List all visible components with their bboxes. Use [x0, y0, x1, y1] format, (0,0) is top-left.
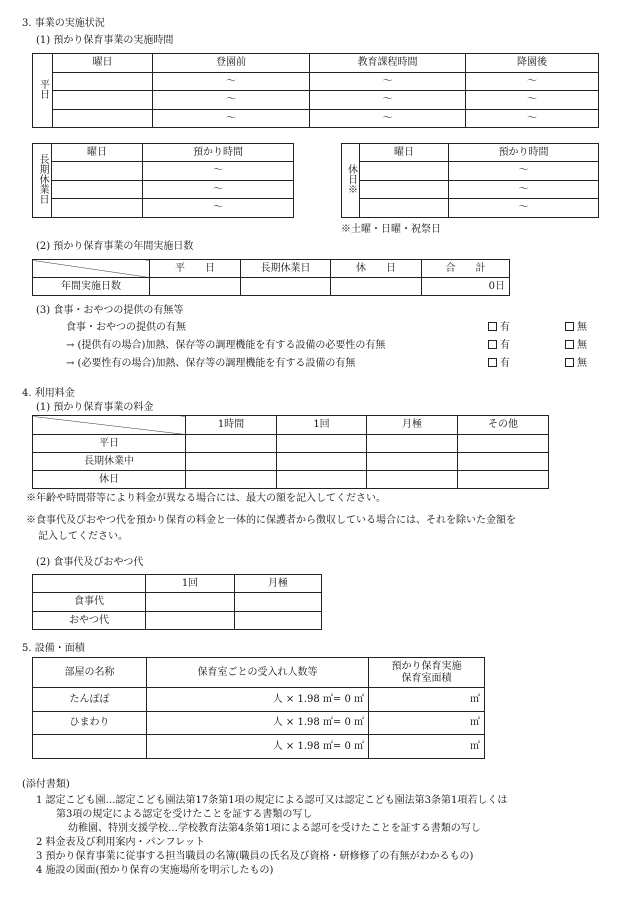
header-per-use: 1回: [146, 575, 235, 593]
facility-table: [32, 657, 485, 759]
time-cell[interactable]: 〜: [153, 91, 310, 110]
fee-cell[interactable]: [367, 471, 458, 489]
fee-cell[interactable]: [277, 435, 367, 453]
header-monthly: 月極: [235, 575, 322, 593]
day-cell[interactable]: [53, 91, 153, 110]
fee-cell[interactable]: [186, 453, 277, 471]
fee-table: [32, 415, 549, 489]
long-break-hours-table: [32, 143, 294, 218]
weekday-days-cell[interactable]: [150, 278, 241, 296]
time-cell[interactable]: 〜: [143, 162, 294, 181]
meal-question-1: 食事・おやつの提供の有無: [66, 322, 186, 333]
header-day: 曜日: [53, 54, 153, 73]
time-cell[interactable]: 〜: [466, 91, 599, 110]
weekday-hours-table: [32, 53, 599, 128]
fee-cell[interactable]: [458, 435, 549, 453]
time-cell[interactable]: 〜: [310, 110, 466, 128]
fee-cell[interactable]: [235, 593, 322, 612]
section4-title: 4. 利用料金: [22, 388, 75, 399]
meal-fee-label: 食事代: [33, 593, 146, 612]
header-long-break: 長期休業日: [241, 260, 331, 278]
diagonal-header-cell: [33, 260, 150, 278]
room-name[interactable]: [33, 735, 147, 759]
time-cell[interactable]: 〜: [466, 73, 599, 91]
header-day: 曜日: [52, 144, 143, 162]
header-hours: 預かり時間: [143, 144, 294, 162]
header-class-hours: 教育課程時間: [310, 54, 466, 73]
meal-q1-no[interactable]: 無: [565, 322, 587, 334]
section3-3-title: (3) 食事・おやつの提供の有無等: [36, 305, 184, 316]
fee-cell[interactable]: [458, 453, 549, 471]
section4-2-title: (2) 食事代及びおやつ代: [36, 557, 144, 568]
fee-cell[interactable]: [146, 612, 235, 630]
fee-row-label: 休日: [33, 471, 186, 489]
meal-q2-yes[interactable]: 有: [488, 340, 510, 352]
attachment-item-1-sub: 幼稚園、特別支援学校…学校教育法第4条第1項による認可を受けたことを証する書類の写し: [68, 823, 481, 834]
day-cell[interactable]: [53, 110, 153, 128]
meal-q1-yes[interactable]: 有: [488, 322, 510, 334]
day-cell[interactable]: [53, 73, 153, 91]
time-cell[interactable]: 〜: [310, 91, 466, 110]
day-cell[interactable]: [360, 199, 449, 218]
header-weekday: 平 日: [150, 260, 241, 278]
meal-q3-yes[interactable]: 有: [488, 358, 510, 370]
time-cell[interactable]: 〜: [143, 181, 294, 199]
capacity-calc: 人 × 1.98 ㎡= 0 ㎡: [147, 712, 369, 735]
day-cell[interactable]: [360, 162, 449, 181]
day-cell[interactable]: [52, 181, 143, 199]
header-per-use: 1回: [277, 416, 367, 435]
diagonal-header-cell: [33, 416, 186, 435]
holiday-days-cell[interactable]: [331, 278, 422, 296]
header-before: 登園前: [153, 54, 310, 73]
attachment-item-1-cont: 第3項の規定による認定を受けたことを証する書類の写し: [56, 809, 313, 820]
checkbox-icon[interactable]: [565, 340, 574, 349]
header-holiday: 休 日: [331, 260, 422, 278]
fee-cell[interactable]: [458, 471, 549, 489]
checkbox-icon[interactable]: [488, 358, 497, 367]
fee-cell[interactable]: [367, 435, 458, 453]
weekday-side-label: 平日: [33, 54, 53, 128]
header-total: 合 計: [422, 260, 510, 278]
meal-question-2: → (提供有の場合)加熱、保存等の調理機能を有する設備の必要性の有無: [66, 340, 386, 351]
meal-question-3: → (必要性有の場合)加熱、保存等の調理機能を有する設備の有無: [66, 358, 356, 369]
checkbox-icon[interactable]: [488, 322, 497, 331]
fee-note-1: ※年齢や時間帯等により料金が異なる場合には、最大の額を記入してください。: [26, 493, 386, 504]
section3-1-title: (1) 預かり保育事業の実施時間: [36, 35, 174, 46]
room-name[interactable]: ひまわり: [33, 712, 147, 735]
attachments-title: (添付書類): [22, 779, 70, 790]
day-cell[interactable]: [360, 181, 449, 199]
blank-header-cell: [33, 575, 146, 593]
holiday-note: ※土曜・日曜・祝祭日: [341, 224, 441, 235]
header-day: 曜日: [360, 144, 449, 162]
total-days-cell: 0日: [422, 278, 510, 296]
meal-q2-no[interactable]: 無: [565, 340, 587, 352]
header-other: その他: [458, 416, 549, 435]
time-cell[interactable]: 〜: [449, 181, 599, 199]
time-cell[interactable]: 〜: [143, 199, 294, 218]
attachment-item-1: 1 認定こども園…認定こども園法第17条第1項の規定による認可又は認定こども園法第3条第1項若しくは: [36, 795, 508, 806]
long-break-days-cell[interactable]: [241, 278, 331, 296]
time-cell[interactable]: 〜: [449, 162, 599, 181]
time-cell[interactable]: 〜: [153, 110, 310, 128]
area-cell[interactable]: ㎡: [369, 735, 485, 759]
attachment-item-2: 2 料金表及び利用案内・パンフレット: [36, 837, 206, 848]
fee-cell[interactable]: [367, 453, 458, 471]
fee-cell[interactable]: [186, 471, 277, 489]
meal-fee-label: おやつ代: [33, 612, 146, 630]
fee-note-2a: ※食事代及びおやつ代を預かり保育の料金と一体的に保護者から徴収している場合には、それを除いた金額を: [26, 515, 516, 526]
room-name[interactable]: たんぽぽ: [33, 688, 147, 712]
header-room-name: 部屋の名称: [33, 658, 147, 688]
meal-fee-table: [32, 574, 322, 630]
annual-days-table: [32, 259, 510, 296]
section3-2-title: (2) 預かり保育事業の年間実施日数: [36, 241, 194, 252]
capacity-calc: 人 × 1.98 ㎡= 0 ㎡: [147, 735, 369, 759]
day-cell[interactable]: [52, 199, 143, 218]
fee-cell[interactable]: [235, 612, 322, 630]
time-cell[interactable]: 〜: [153, 73, 310, 91]
checkbox-icon[interactable]: [488, 340, 497, 349]
meal-q3-no[interactable]: 無: [565, 358, 587, 370]
area-cell[interactable]: ㎡: [369, 712, 485, 735]
header-hourly: 1時間: [186, 416, 277, 435]
fee-cell[interactable]: [186, 435, 277, 453]
annual-days-label: 年間実施日数: [33, 278, 150, 296]
header-capacity: 保育室ごとの受入れ人数等: [147, 658, 369, 688]
section4-1-title: (1) 預かり保育事業の料金: [36, 402, 154, 413]
fee-cell[interactable]: [146, 593, 235, 612]
fee-row-label: 平日: [33, 435, 186, 453]
checkbox-icon[interactable]: [565, 322, 574, 331]
header-hours: 預かり時間: [449, 144, 599, 162]
fee-row-label: 長期休業中: [33, 453, 186, 471]
time-cell[interactable]: 〜: [466, 110, 599, 128]
time-cell[interactable]: 〜: [310, 73, 466, 91]
section5-title: 5. 設備・面積: [22, 643, 85, 654]
area-cell[interactable]: ㎡: [369, 688, 485, 712]
holiday-hours-table: [341, 143, 599, 218]
header-area: 預かり保育実施 保育室面積: [369, 658, 485, 688]
header-after: 降園後: [466, 54, 599, 73]
fee-cell[interactable]: [277, 453, 367, 471]
holiday-side-label: 休日※: [342, 144, 360, 218]
checkbox-icon[interactable]: [565, 358, 574, 367]
fee-note-2b: 記入してください。: [38, 531, 128, 542]
attachment-item-3: 3 預かり保育事業に従事する担当職員の名簿(職員の氏名及び資格・研修修了の有無がわかるもの): [36, 851, 474, 862]
attachment-item-4: 4 施設の図面(預かり保育の実施場所を明示したもの): [36, 865, 274, 876]
capacity-calc: 人 × 1.98 ㎡= 0 ㎡: [147, 688, 369, 712]
fee-cell[interactable]: [277, 471, 367, 489]
day-cell[interactable]: [52, 162, 143, 181]
time-cell[interactable]: 〜: [449, 199, 599, 218]
long-break-side-label: 長期休業日: [33, 144, 52, 218]
header-monthly: 月極: [367, 416, 458, 435]
section3-title: 3. 事業の実施状況: [22, 18, 105, 29]
